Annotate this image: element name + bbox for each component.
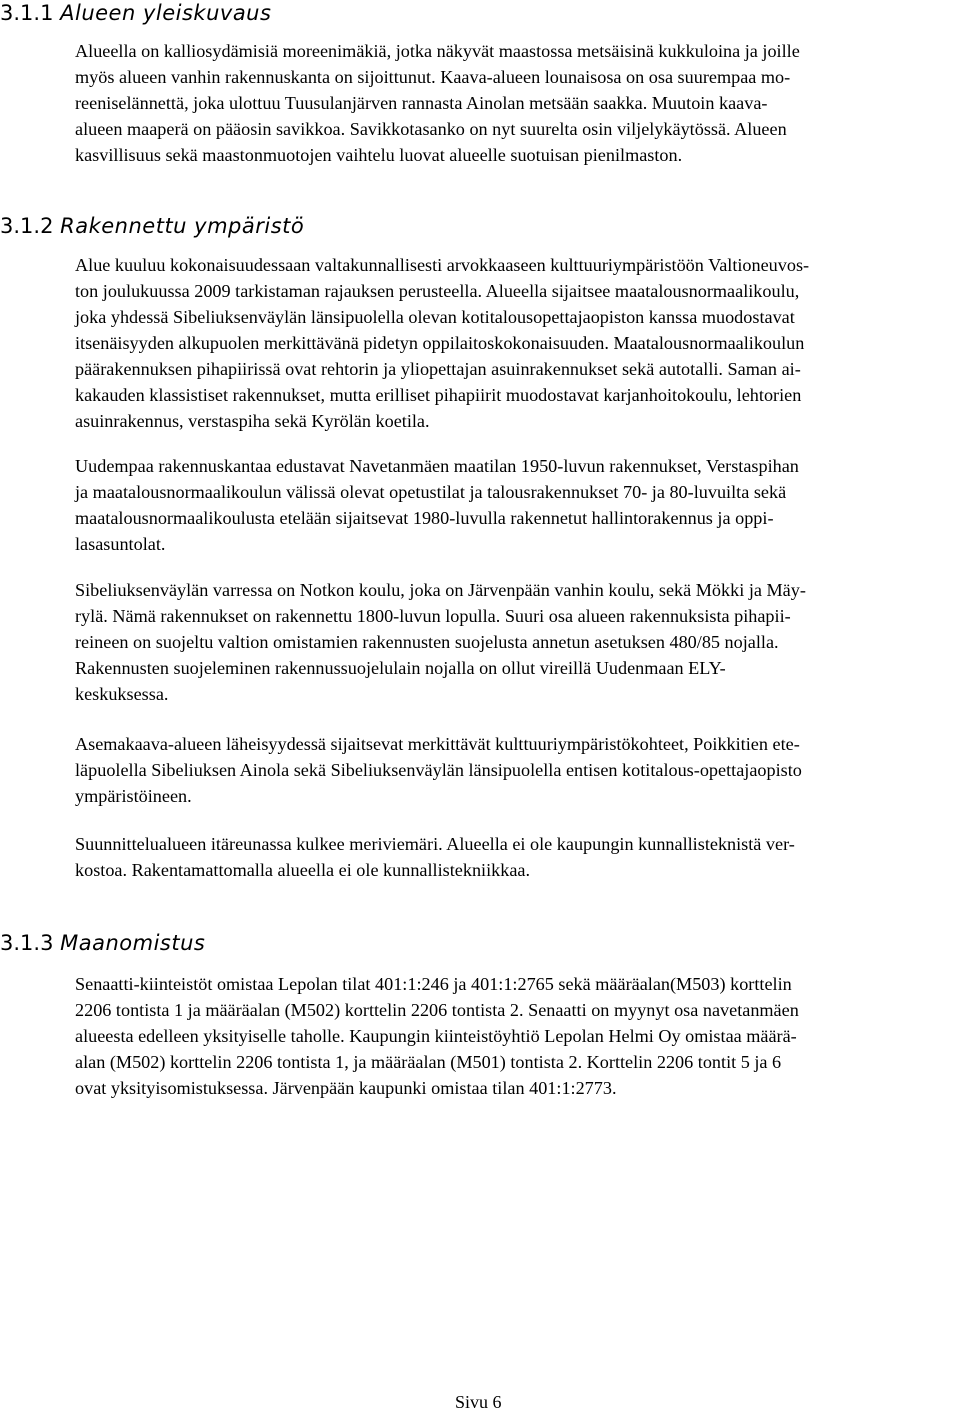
text-line: 2206 tontista 1 ja määräalan (M502) korttelin 2206 tontista 2. Senaatti on myynyt osa navetanmäen xyxy=(75,1000,799,1020)
text-line: rylä. Nämä rakennukset on rakennettu 1800-luvun lopulla. Suuri osa alueen rakennuksista pihapii- xyxy=(75,606,791,626)
section-number: 3.1.2 xyxy=(0,214,54,238)
text-line: maatalousnormaalikoulusta etelään sijaitsevat 1980-luvulla rakennetut hallintorakennus ja oppi- xyxy=(75,508,774,528)
text-line: päärakennuksen pihapiirissä ovat rehtorin ja yliopettajan asuinrakennukset sekä autotalli. Saman ai- xyxy=(75,359,801,379)
text-line: läpuolella Sibeliuksen Ainola sekä Sibeliuksenväylän länsipuolella entisen kotitalous-opettajaopisto xyxy=(75,760,802,780)
section-heading-3-1-3 xyxy=(0,930,205,956)
text-line: Uudempaa rakennuskantaa edustavat Navetanmäen maatilan 1950-luvun rakennukset, Verstaspihan xyxy=(75,456,799,476)
section-number: 3.1.3 xyxy=(0,931,54,955)
paragraph-nearby-sites xyxy=(75,731,955,809)
text-line: lasasuntolat. xyxy=(75,534,166,554)
text-line: alan (M502) korttelin 2206 tontista 1, ja määräalan (M501) tontista 2. Korttelin 2206 tontit 5 ja 6 xyxy=(75,1052,782,1072)
text-line: myös alueen vanhin rakennuskanta on sijoittunut. Kaava-alueen lounaisosa on osa suurempaa mo- xyxy=(75,67,791,87)
section-title: Alueen yleiskuvaus xyxy=(60,1,272,25)
section-title: Maanomistus xyxy=(60,931,206,955)
paragraph-terrain xyxy=(75,38,955,168)
text-line: itsenäisyyden alkupuolen merkittävänä pidetyn oppilaitoskokonaisuuden. Maatalousnormaalikoulun xyxy=(75,333,805,353)
section-number: 3.1.1 xyxy=(0,1,54,25)
text-line: ton joulukuussa 2009 tarkistaman rajauksen perusteella. Alueella sijaitsee maatalousnormaalikoulu, xyxy=(75,281,800,301)
paragraph-infrastructure xyxy=(75,831,955,883)
text-line: reineen on suojeltu valtion omistamien rakennusten suojelusta annetun asetuksen 480/85 nojalla. xyxy=(75,632,779,652)
text-line: Asemakaava-alueen läheisyydessä sijaitsevat merkittävät kulttuuriympäristökohteet, Poikkitien ete- xyxy=(75,734,800,754)
text-line: Senaatti-kiinteistöt omistaa Lepolan tilat 401:1:246 ja 401:1:2765 sekä määräalan(M503) korttelin xyxy=(75,974,792,994)
text-line: Rakennusten suojeleminen rakennussuojelulain nojalla on ollut vireillä Uudenmaan ELY- xyxy=(75,658,726,678)
section-title: Rakennettu ympäristö xyxy=(60,214,305,238)
paragraph-land-ownership xyxy=(75,971,955,1101)
text-line: ja maatalousnormaalikoulun välissä olevat opetustilat ja talousrakennukset 70- ja 80-luvuilta sekä xyxy=(75,482,787,502)
text-line: Sibeliuksenväylän varressa on Notkon koulu, joka on Järvenpään vanhin koulu, sekä Mökki ja Mäy- xyxy=(75,580,806,600)
text-line: kasvillisuus sekä maastonmuotojen vaihtelu luovat alueelle suotuisan pienilmaston. xyxy=(75,145,683,165)
text-line: ympäristöineen. xyxy=(75,786,192,806)
text-line: joka yhdessä Sibeliuksenväylän länsipuolella olevan kotitalousopettajaopiston kanssa muodostavat xyxy=(75,307,795,327)
text-line: ovat yksityisomistuksessa. Järvenpään kaupunki omistaa tilan 401:1:2773. xyxy=(75,1078,617,1098)
paragraph-newer-buildings xyxy=(75,453,955,557)
text-line: Alueella on kalliosydämisiä moreenimäkiä, jotka näkyvät maastossa metsäisinä kukkuloina ja joille xyxy=(75,41,800,61)
paragraph-cultural-environment xyxy=(75,252,955,434)
text-line: alueen maaperä on pääosin savikkoa. Savikkotasanko on nyt suurelta osin viljelykäytössä. Alueen xyxy=(75,119,787,139)
section-heading-3-1-1 xyxy=(0,0,271,26)
text-line: kostoa. Rakentamattomalla alueella ei ole kunnallistekniikkaa. xyxy=(75,860,531,880)
paragraph-protected-buildings xyxy=(75,577,955,707)
text-line: kakauden klassistiset rakennukset, mutta erilliset pihapiirit muodostavat karjanhoitokoulu, lehtorien xyxy=(75,385,802,405)
section-heading-3-1-2 xyxy=(0,213,304,239)
text-line: reeniselännettä, joka ulottuu Tuusulanjärven rannasta Ainolan metsään saakka. Muutoin kaava- xyxy=(75,93,768,113)
text-line: asuinrakennus, verstaspiha sekä Kyrölän koetila. xyxy=(75,411,430,431)
page-number: Sivu 6 xyxy=(455,1392,502,1412)
text-line: Suunnittelualueen itäreunassa kulkee meriviemäri. Alueella ei ole kaupungin kunnallisteknistä ver- xyxy=(75,834,795,854)
text-line: Alue kuuluu kokonaisuudessaan valtakunnallisesti arvokkaaseen kulttuuriympäristöön Valtioneuvos- xyxy=(75,255,810,275)
text-line: alueesta edelleen yksityiselle taholle. Kaupungin kiinteistöyhtiö Lepolan Helmi Oy omistaa määrä- xyxy=(75,1026,797,1046)
text-line: keskuksessa. xyxy=(75,684,169,704)
